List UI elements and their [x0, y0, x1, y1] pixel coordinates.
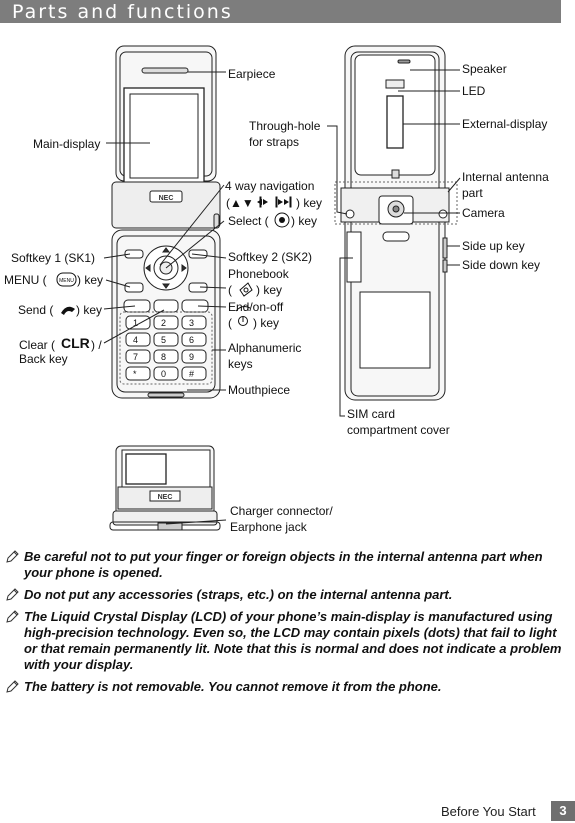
menu-key-icon — [57, 273, 76, 286]
note-item — [4, 587, 564, 603]
label-softkey1: Softkey 1 (SK1) — [11, 251, 96, 265]
side-phone-illustration — [110, 446, 220, 530]
page-number: 3 — [551, 801, 575, 821]
keypad-key-label: 7 — [133, 352, 139, 362]
keypad-key-label: 6 — [189, 335, 195, 345]
keypad-key-label: * — [133, 369, 137, 379]
label-side-up-key: Side up key — [462, 239, 525, 253]
label-speaker: Speaker — [462, 62, 507, 76]
label-antenna-line2: part — [462, 186, 483, 200]
note-text: Do not put any accessories (straps, etc.) on the internal antenna part. — [24, 587, 453, 602]
label-nav-line2-pre: (▲▼ — [226, 196, 254, 210]
label-select-pre: Select ( — [228, 214, 269, 228]
label-led: LED — [462, 84, 486, 98]
svg-text:NEC: NEC — [157, 494, 173, 501]
label-alpha-line1: Alphanumeric — [228, 341, 302, 355]
label-select-post: ) key — [291, 214, 318, 228]
send-key-icon — [61, 307, 75, 315]
note-pencil-icon — [4, 609, 20, 625]
label-nav-line1: 4 way navigation — [225, 179, 315, 193]
label-clear-glyph: CLR — [61, 335, 90, 351]
label-alpha-line2: keys — [228, 357, 253, 371]
label-external-display: External-display — [462, 117, 548, 131]
label-clear-pre: Clear ( — [19, 338, 56, 352]
note-text: The battery is not removable. You cannot remove it from the phone. — [24, 679, 442, 694]
label-phonebook-post: ) key — [256, 283, 283, 297]
keypad-key-label: 3 — [189, 318, 195, 328]
label-endon-post: ) key — [253, 316, 280, 330]
label-side-down-key: Side down key — [462, 258, 541, 272]
keypad-key-label: 4 — [133, 335, 139, 345]
keypad-key — [126, 367, 150, 380]
svg-text:MENU: MENU — [59, 278, 74, 284]
label-phonebook-pre: ( — [228, 283, 232, 297]
keypad-key-label: 2 — [161, 318, 167, 328]
label-mouthpiece: Mouthpiece — [228, 383, 291, 397]
label-earpiece: Earpiece — [228, 67, 276, 81]
keypad-key-label: 0 — [161, 369, 167, 379]
keypad-key-label: 9 — [189, 352, 195, 362]
label-camera: Camera — [462, 206, 505, 220]
label-phonebook-line1: Phonebook — [228, 267, 289, 281]
label-sim-line2: compartment cover — [347, 423, 450, 437]
note-item — [4, 549, 564, 581]
note-text: The Liquid Crystal Display (LCD) of your phone’s main-display is manufactured using high-precision technology. Even so, the LCD may contain pixels (dots) that fail to light or that remain permanently lit. Note that this is normal and does not indicate a problem with your display. — [24, 609, 562, 672]
footer-section: Before You Start — [441, 804, 536, 819]
label-back-key: Back key — [19, 352, 68, 366]
label-main-display: Main-display — [33, 137, 101, 151]
label-through-hole-line1: Through-hole — [249, 119, 321, 133]
label-antenna-line1: Internal antenna — [462, 170, 549, 184]
front-phone-illustration — [112, 46, 220, 398]
page-title: Parts and functions — [12, 1, 233, 23]
keypad-key-label: 5 — [161, 335, 167, 345]
keypad-key-label: 1 — [133, 318, 139, 328]
note-item — [4, 609, 564, 673]
brand-logo: NEC — [158, 195, 174, 202]
nav-arrows-icon — [257, 197, 291, 207]
label-send-post: ) key — [76, 303, 103, 317]
label-menu-pre: MENU ( — [4, 273, 47, 287]
keypad-key-label: # — [189, 369, 195, 379]
label-endon-line1: End/on-off — [228, 300, 284, 314]
label-charger-line2: Earphone jack — [230, 520, 307, 534]
phonebook-key-icon — [240, 283, 252, 296]
label-through-hole-line2: for straps — [249, 135, 300, 149]
keypad-key-label: 8 — [161, 352, 167, 362]
note-pencil-icon — [4, 549, 20, 565]
note-pencil-icon — [4, 587, 20, 603]
back-phone-illustration — [335, 46, 457, 400]
label-endon-pre: ( — [228, 316, 232, 330]
label-nav-line2-post: ) key — [296, 196, 323, 210]
note-pencil-icon — [4, 679, 20, 695]
notes-list — [4, 549, 564, 701]
label-sim-line1: SIM card — [347, 407, 396, 421]
label-charger-line1: Charger connector/ — [230, 504, 333, 518]
label-softkey2: Softkey 2 (SK2) — [228, 250, 313, 264]
label-menu-post: ) key — [77, 273, 104, 287]
label-send-pre: Send ( — [18, 303, 54, 317]
note-text: Be careful not to put your finger or foreign objects in the internal antenna part when your phone is opened. — [24, 549, 543, 580]
note-item — [4, 679, 564, 695]
label-clear-post: ) / — [91, 338, 102, 352]
